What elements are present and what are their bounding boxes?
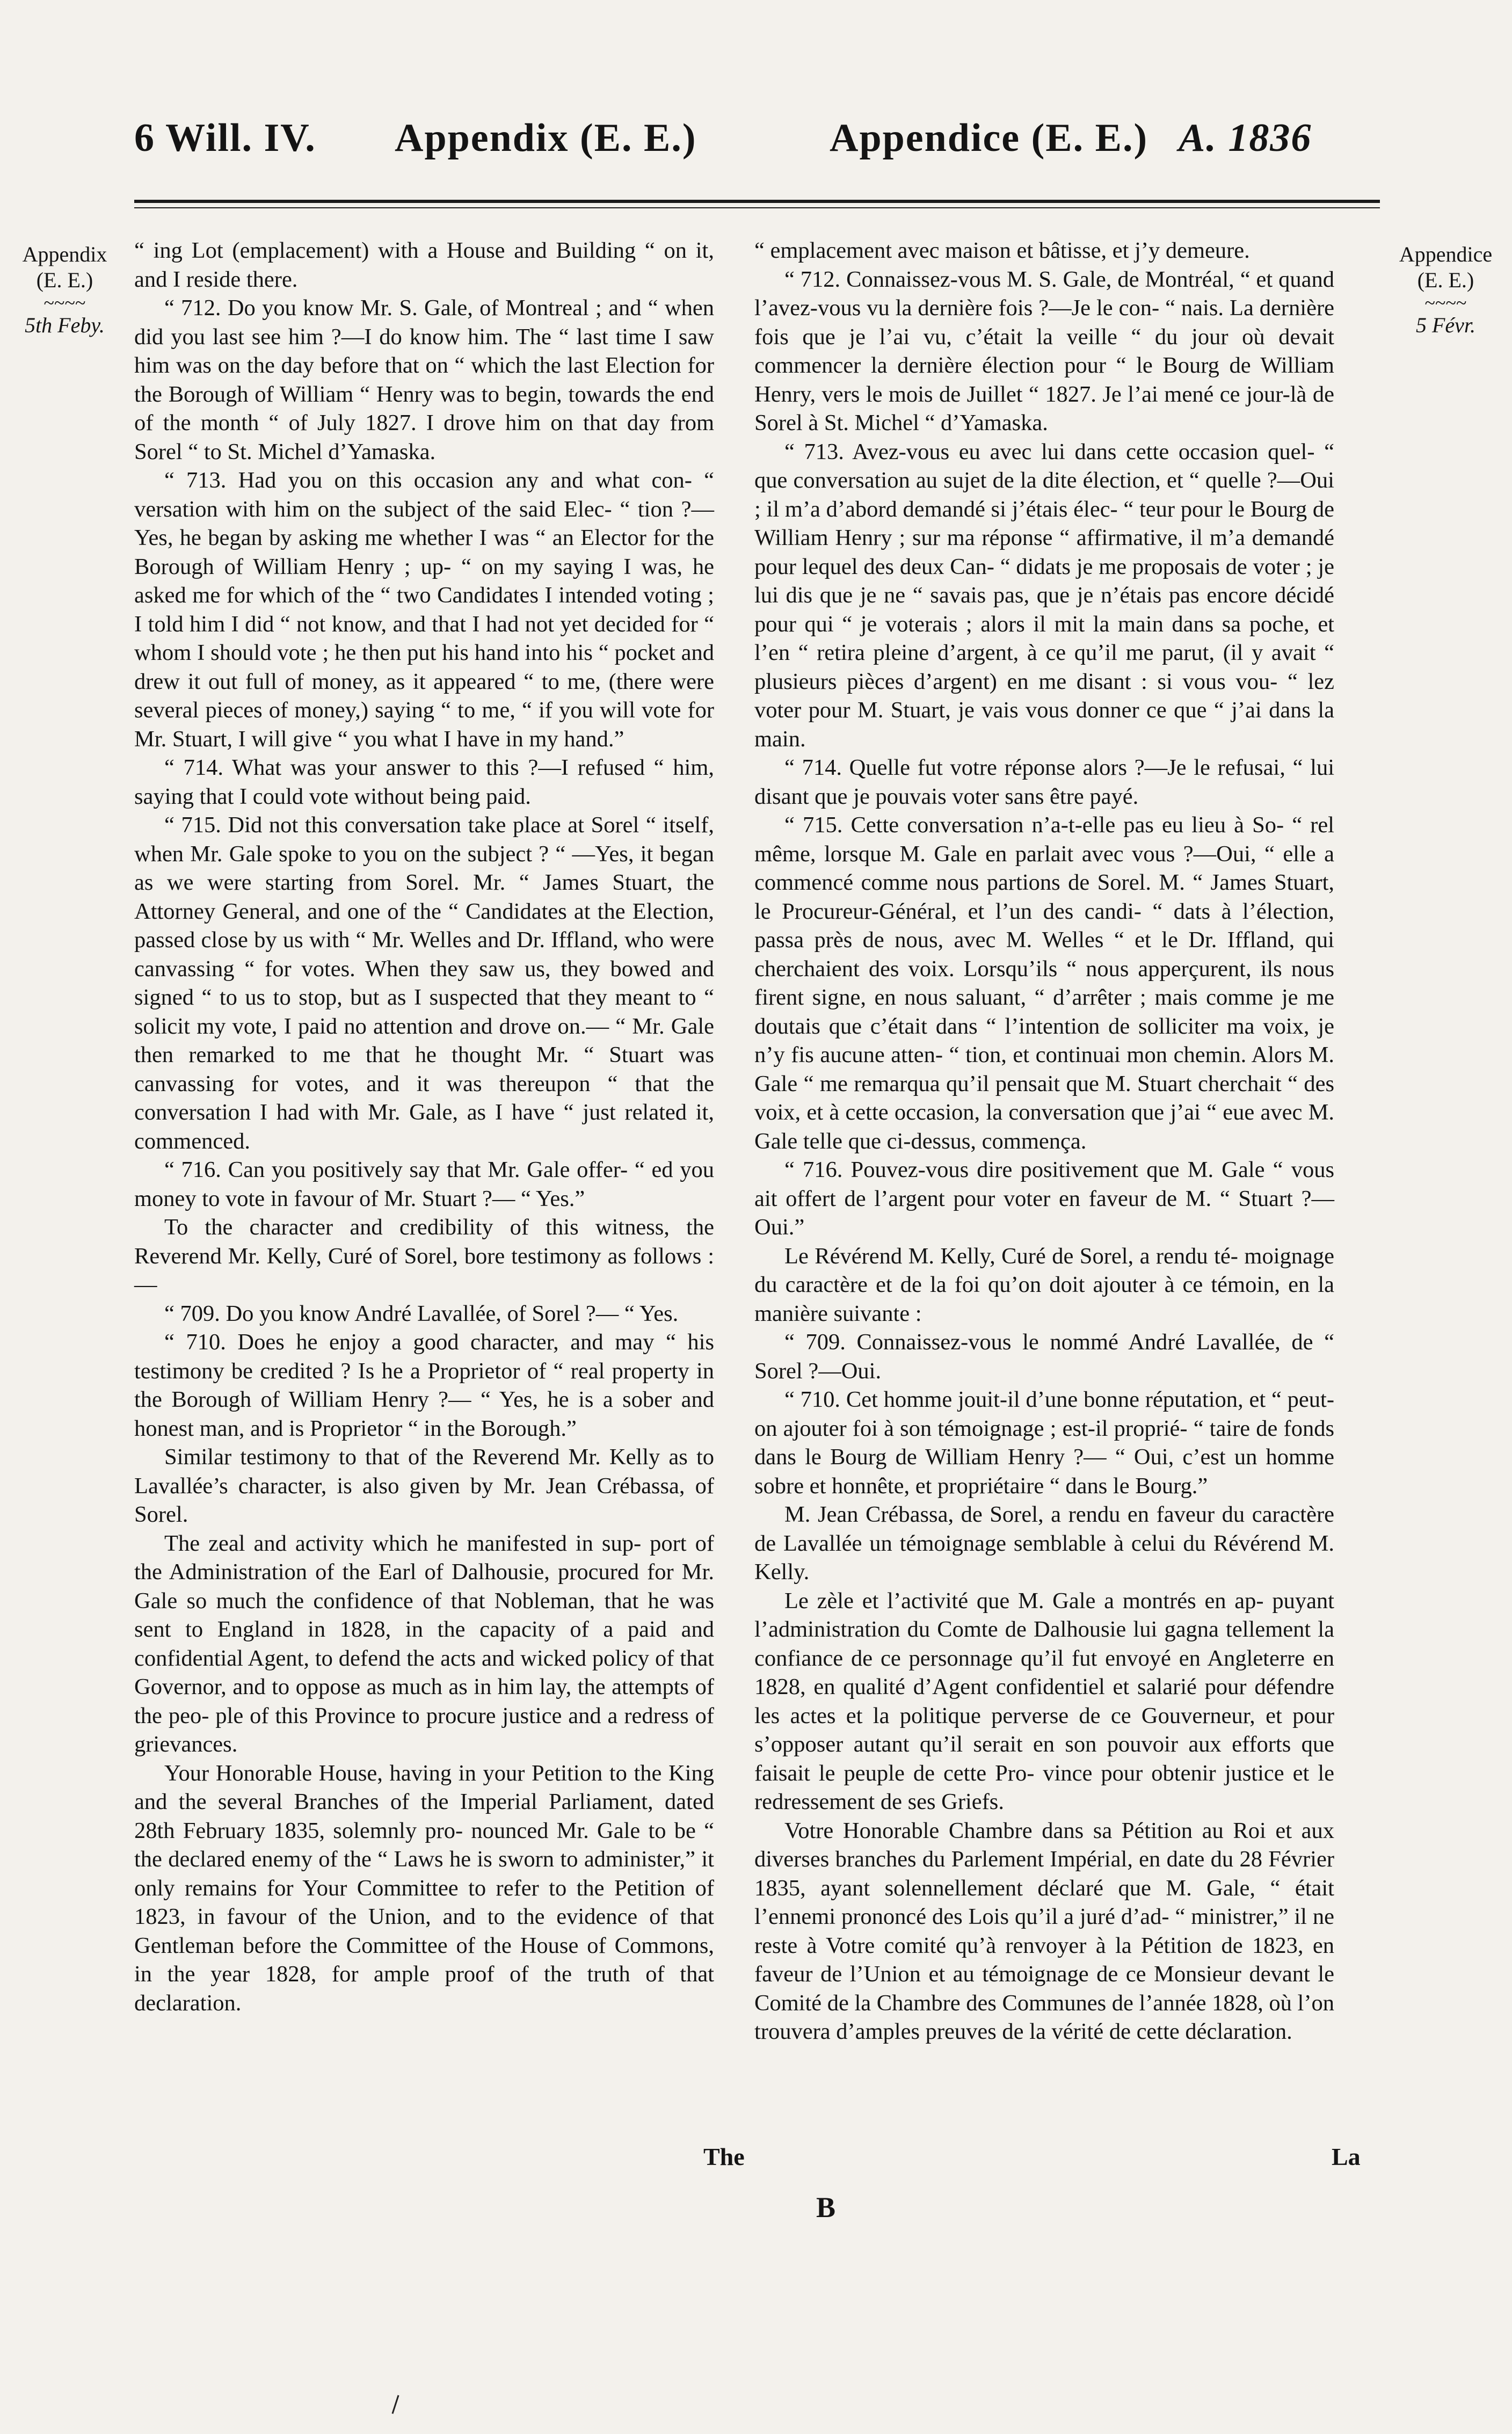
english-paragraph: Similar testimony to that of the Reverend Mr. Kelly as to Lavallée’s character, is also given by Mr. Jean Crébassa, of Sorel. xyxy=(134,1444,714,1527)
header-left-title: Appendix (E. E.) xyxy=(395,116,697,160)
margin-note-right xyxy=(1388,242,1503,338)
margin-label-right: Appendice (E. E.) xyxy=(1399,242,1493,292)
english-paragraph: “ 715. Did not this conversation take place at Sorel “ itself, when Mr. Gale spoke to you on the subject ? “ —Yes, it began as we were starting from Sorel. Mr. “ James Stuart, the Attorney General, and one of the “ Candidates at the Election, passed close by us with “ Mr. Welles and Dr. Iffland, who were canvassing “ for votes. When they saw us, they bowed and signed “ to us to stop, but as I suspected that they meant to “ solicit my vote, I paid no attention and drove on.— “ Mr. Gale then remarked to me that he thought Mr. “ Stuart was canvassing for votes, and it was thereupon “ that the conversation I had with Mr. Gale, as I have “ just related it, commenced. xyxy=(134,812,714,1154)
english-paragraph: “ ing Lot (emplacement) with a House and Building “ on it, and I reside there. xyxy=(134,238,714,292)
english-paragraph: To the character and credibility of this witness, the Reverend Mr. Kelly, Curé of Sorel, bore testimony as follows :— xyxy=(134,1215,714,1297)
french-paragraph: M. Jean Crébassa, de Sorel, a rendu en faveur du caractère de Lavallée un témoignage semblable à celui du Révérend M. Kelly. xyxy=(754,1502,1334,1585)
french-paragraph: “ 716. Pouvez-vous dire positivement que M. Gale “ vous ait offert de l’argent pour voter en faveur de M. “ Stuart ?—Oui.” xyxy=(754,1157,1334,1240)
header-right-title: Appendice (E. E.) xyxy=(830,116,1148,160)
header-rule xyxy=(134,200,1380,203)
english-paragraph: “ 709. Do you know André Lavallée, of Sorel ?— “ Yes. xyxy=(164,1300,679,1326)
french-paragraph: “ 714. Quelle fut votre réponse alors ?—Je le refusai, “ lui disant que je pouvais voter sans être payé. xyxy=(754,755,1334,809)
english-paragraph: “ 714. What was your answer to this ?—I refused “ him, saying that I could vote without being paid. xyxy=(134,755,714,809)
english-paragraph: “ 716. Can you positively say that Mr. Gale offer- “ ed you money to vote in favour of Mr. Stuart ?— “ Yes.” xyxy=(134,1157,714,1211)
english-paragraph: “ 710. Does he enjoy a good character, and may “ his testimony be credited ? Is he a Proprietor of “ real property in the Borough of William Henry ?— “ Yes, he is a sober and honest man, and is Proprietor “ in the Borough.” xyxy=(134,1329,714,1441)
french-paragraph: “ 709. Connaissez-vous le nommé André Lavallée, de “ Sorel ?—Oui. xyxy=(754,1329,1334,1384)
signature-mark: B xyxy=(816,2191,836,2224)
french-paragraph: “ 713. Avez-vous eu avec lui dans cette occasion quel- “ que conversation au sujet de la dite élection, et “ quelle ?—Oui ; il m’a d’abord demandé si j’étais élec- “ teur pour le Bourg de William Henry ; sur ma réponse “ affirmative, il m’a demandé pour lequel des deux Can- “ didats je me proposais de voter ; je lui dis que je ne “ savais pas, que je n’étais pas encore décidé pour qui “ je voterais ; alors il mit la main dans sa poche, et l’en “ retira pleine d’argent, à ce qu’il me parut, (il y avait “ plusieurs pièces d’argent) en me disant : si vous vou- “ lez voter pour M. Stuart, je vais vous donner ce que “ j’ai dans la main. xyxy=(754,439,1334,752)
french-paragraph: Le Révérend M. Kelly, Curé de Sorel, a rendu té- moignage du caractère et de la foi qu’on doit ajouter à ce témoin, en la manière suivante : xyxy=(754,1243,1334,1326)
french-paragraph: “ 715. Cette conversation n’a-t-elle pas eu lieu à So- “ rel même, lorsque M. Gale en parlait avec vous ?—Oui, “ elle a commencé comme nous partions de Sorel. M. “ James Stuart, le Procureur-Général, et l’un des candi- “ dats à l’élection, passa près de nous, avec M. Welles “ et le Dr. Iffland, qui cherchaient des voix. Lorsqu’ils “ nous apperçurent, ils nous firent signe, en nous saluant, “ d’arrêter ; mais comme je me doutais que c’était dans “ l’intention de solliciter ma voix, je n’y fis aucune atten- “ tion, et continuai mon chemin. Alors M. Gale “ me remarqua qu’il pensait que M. Stuart cherchait “ des voix, et à cette occasion, la conversation que j’ai “ eue avec M. Gale telle que ci-dessus, commença. xyxy=(754,812,1334,1154)
catchword-right: La xyxy=(1332,2143,1361,2170)
english-paragraph: “ 712. Do you know Mr. S. Gale, of Montreal ; and “ when did you last see him ?—I do know him. The “ last time I saw him was on the day before that on “ which the last Election for the Borough of William “ Henry was to begin, towards the end of the month “ of July 1827. I drove him on that day from Sorel “ to St. Michel d’Yamaska. xyxy=(134,295,714,464)
ink-speck xyxy=(392,2395,399,2414)
margin-note-left xyxy=(10,242,120,338)
english-paragraph: The zeal and activity which he manifested in sup- port of the Administration of the Earl of Dalhousie, procured for Mr. Gale so much the confidence of that Nobleman, that he was sent to England in 1828, in the capacity of a paid and confidential Agent, to defend the acts and wicked policy of that Governor, and to oppose as much as in him lay, the attempts of the peo- ple of this Province to procure justice and a redress of grievances. xyxy=(134,1530,714,1757)
catchword-left: The xyxy=(703,2143,745,2170)
english-column xyxy=(134,236,714,2017)
french-paragraph: “ 712. Connaissez-vous M. S. Gale, de Montréal, “ et quand l’avez-vous vu la dernière fois ?—Je le con- “ nais. La dernière fois que je l’ai vu, c’était la veille “ du jour où devait commencer la dernière élection pour “ le Bourg de William Henry, vers le mois de Juillet “ 1827. Je l’ai mené ce jour-là de Sorel à St. Michel “ d’Yamaska. xyxy=(754,266,1334,435)
french-column xyxy=(754,236,1334,2046)
french-paragraph: Le zèle et l’activité que M. Gale a montrés en ap- puyant l’administration du Comte de Dalhousie lui gagna tellement la confiance de ce personnage qu’il fut envoyé en Angleterre en 1828, en qualité d’Agent confidentiel et salarié pour défendre les actes et la politique perverse de ce Gouverneur, et pour s’opposer autant qu’il serait en son pouvoir aux efforts que faisait le peuple de cette Pro- vince pour obtenir justice et le redressement de ses Griefs. xyxy=(754,1588,1334,1814)
header-left-session: 6 Will. IV. xyxy=(134,116,316,160)
margin-date-right: 5 Févr. xyxy=(1415,313,1476,337)
english-paragraph: Your Honorable House, having in your Petition to the King and the several Branches of the Imperial Parliament, dated 28th February 1835, solemnly pro- nounced Mr. Gale to be “ the declared enemy of the “ Laws he is sworn to administer,” it only remains for Your Committee to refer to the Petition of 1823, in favour of the Union, and to the evidence of that Gentleman before the Committee of the House of Commons, in the year 1828, for ample proof of the truth of that declaration. xyxy=(134,1760,714,2016)
header-right-year: A. 1836 xyxy=(1179,116,1312,160)
french-paragraph: “ emplacement avec maison et bâtisse, et j’y demeure. xyxy=(754,238,1250,263)
margin-swash-left: ~~~~ xyxy=(43,292,86,314)
margin-label-left: Appendix (E. E.) xyxy=(22,242,107,292)
header-rule-thin xyxy=(134,207,1380,208)
margin-date-left: 5th Feby. xyxy=(25,313,105,337)
english-paragraph: “ 713. Had you on this occasion any and what con- “ versation with him on the subject of the said Elec- “ tion ?—Yes, he began by asking me whether I was “ an Elector for the Borough of William Henry ; up- “ on my saying I was, he asked me for which of the “ two Candidates I intended voting ; I told him I did “ not know, and that I had not yet decided for “ whom I should vote ; he then put his hand into his “ pocket and drew it out full of money, as it appeared “ to me, (there were several pieces of money,) saying “ to me, “ if you will vote for Mr. Stuart, I will give “ you what I have in my hand.” xyxy=(134,468,714,752)
margin-swash-right: ~~~~ xyxy=(1424,292,1467,314)
french-paragraph: “ 710. Cet homme jouit-il d’une bonne réputation, et “ peut-on ajouter foi à son témoignage ; est-il proprié- “ taire de fonds dans le Bourg de William Henry ?— “ Oui, c’est un homme sobre et honnête, et propriétaire “ dans le Bourg.” xyxy=(754,1387,1334,1499)
french-paragraph: Votre Honorable Chambre dans sa Pétition au Roi et aux diverses branches du Parlement Impérial, en date du 28 Février 1835, ayant solennellement déclaré que M. Gale, “ était l’ennemi prononcé des Lois qu’il a juré d’ad- “ ministrer,” il ne reste à Votre comité qu’à renvoyer à la Pétition de 1823, en faveur de l’Union et au témoignage de ce Monsieur devant le Comité de la Chambre des Communes de l’année 1828, où l’on trouvera d’amples preuves de la vérité de cette déclaration. xyxy=(754,1818,1334,2044)
